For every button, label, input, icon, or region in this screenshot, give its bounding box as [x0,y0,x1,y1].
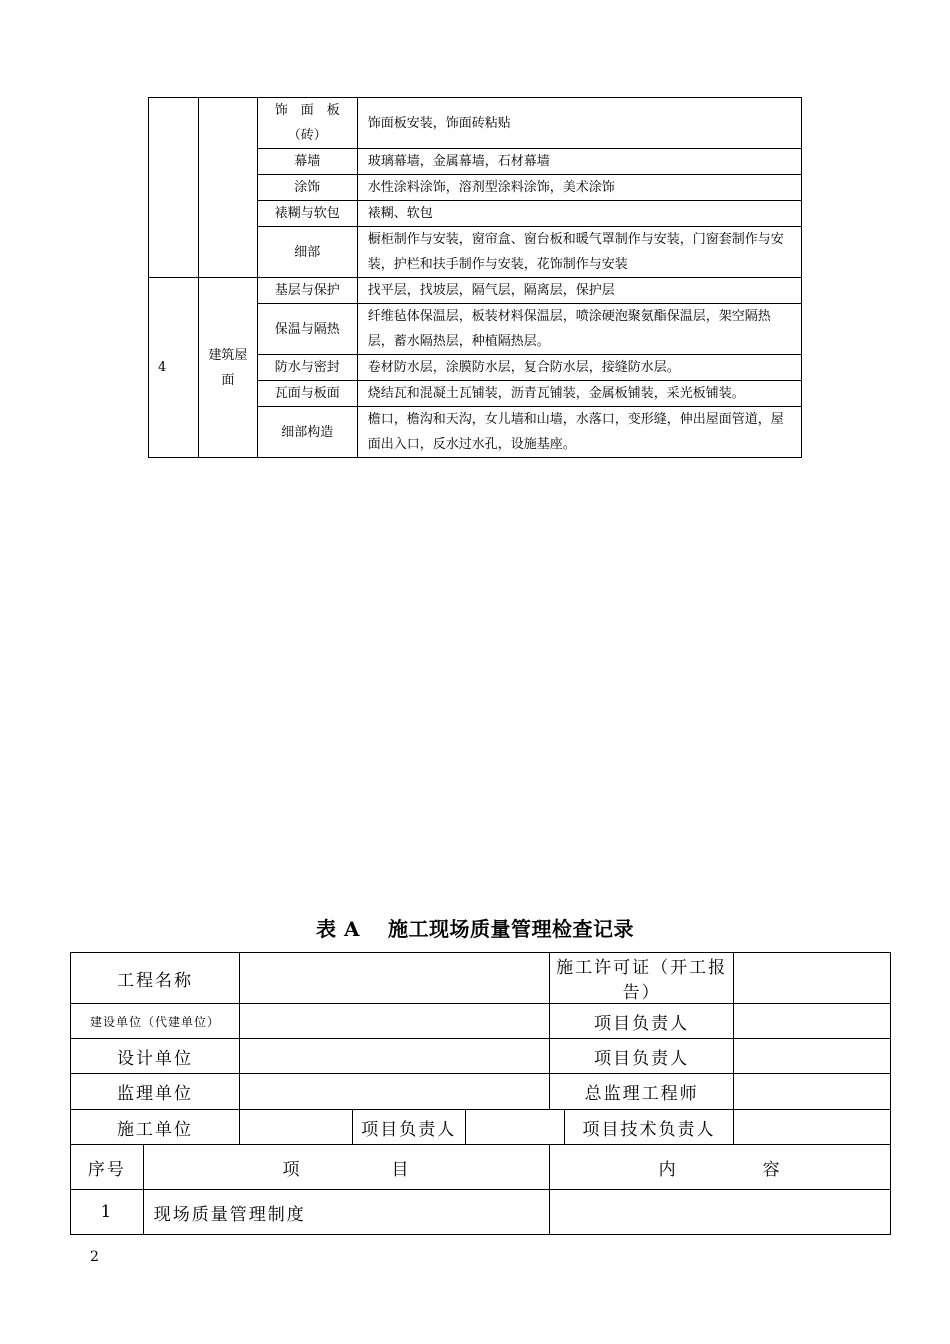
content-cell: 水性涂料涂饰，溶剂型涂料涂饰，美术涂饰 [357,175,801,201]
sub-item-cell: 防水与密封 [257,355,357,381]
pm-value[interactable] [734,1004,891,1039]
table-row [71,1039,891,1074]
table-row [149,98,802,149]
table-title-text: 施工现场质量管理检查记录 [387,917,634,941]
sub-item-cell: 基层与保护 [257,278,357,304]
project-name-value[interactable] [239,953,549,1004]
sub-item-cell: 细部构造 [257,407,357,458]
supervise-unit-label: 监理单位 [71,1074,240,1110]
content-cell: 烧结瓦和混凝土瓦铺装，沥青瓦铺装，金属板铺装，采光板铺装。 [357,381,801,407]
row-content[interactable] [550,1190,891,1235]
table-row [71,953,891,1004]
sub-item-cell: 保温与隔热 [257,304,357,355]
sub-item-cell: 饰 面 板（砖） [257,98,357,149]
row-number: 1 [71,1190,144,1235]
content-cell: 橱柜制作与安装，窗帘盒、窗台板和暖气罩制作与安装，门窗套制作与安装，护栏和扶手制作与安装，花饰制作与安装 [357,227,801,278]
pm-value[interactable] [465,1110,564,1145]
design-unit-label: 设计单位 [71,1039,240,1074]
build-unit-value[interactable] [239,1004,549,1039]
content-cell: 裱糊、软包 [357,201,801,227]
pm-label: 项目负责人 [550,1039,734,1074]
row-item: 现场质量管理制度 [143,1190,549,1235]
sub-item-cell: 涂饰 [257,175,357,201]
sub-item-cell: 裱糊与软包 [257,201,357,227]
content-cell: 玻璃幕墙，金属幕墙，石材幕墙 [357,149,801,175]
permit-label: 施工许可证（开工报告） [550,953,734,1004]
content-cell: 纤维毡体保温层，板装材料保温层，喷涂硬泡聚氨酯保温层，架空隔热层，蓄水隔热层，种植隔热层。 [357,304,801,355]
table-header-row [71,1145,891,1190]
construct-unit-label: 施工单位 [71,1110,240,1145]
quality-check-table [70,952,891,1235]
table-code: 表 A [316,917,360,941]
table-row [71,1074,891,1110]
sub-item-cell: 瓦面与板面 [257,381,357,407]
table-row [149,278,802,304]
group-number-cell: 4 [149,278,199,458]
group-name-cell [198,98,257,278]
tech-lead-value[interactable] [734,1110,891,1145]
group-name-cell: 建筑屋面 [198,278,257,458]
permit-value[interactable] [734,953,891,1004]
pm-label: 项目负责人 [352,1110,465,1145]
construct-unit-value[interactable] [239,1110,352,1145]
content-cell: 卷材防水层，涂膜防水层，复合防水层，接缝防水层。 [357,355,801,381]
table-row [71,1004,891,1039]
project-name-label: 工程名称 [71,953,240,1004]
chief-engineer-value[interactable] [734,1074,891,1110]
supervise-unit-value[interactable] [239,1074,549,1110]
pm-label: 项目负责人 [550,1004,734,1039]
tech-lead-label: 项目技术负责人 [564,1110,733,1145]
table-title [0,913,950,942]
content-cell: 饰面板安装，饰面砖粘贴 [357,98,801,149]
col-item-header: 项 目 [143,1145,549,1190]
pm-value[interactable] [734,1039,891,1074]
build-unit-label: 建设单位（代建单位） [71,1004,240,1039]
table-row [71,1110,891,1145]
col-content-header: 内 容 [550,1145,891,1190]
chief-engineer-label: 总监理工程师 [550,1074,734,1110]
construction-items-table [148,97,802,458]
content-cell: 檐口，檐沟和天沟，女儿墙和山墙，水落口，变形缝，伸出屋面管道，屋面出入口，反水过水孔，设施基座。 [357,407,801,458]
table-row [71,1190,891,1235]
sub-item-cell: 细部 [257,227,357,278]
design-unit-value[interactable] [239,1039,549,1074]
page-number: 2 [90,1249,99,1265]
group-number-cell [149,98,199,278]
content-cell: 找平层，找坡层，隔气层，隔离层，保护层 [357,278,801,304]
col-no-header: 序号 [71,1145,144,1190]
sub-item-cell: 幕墙 [257,149,357,175]
